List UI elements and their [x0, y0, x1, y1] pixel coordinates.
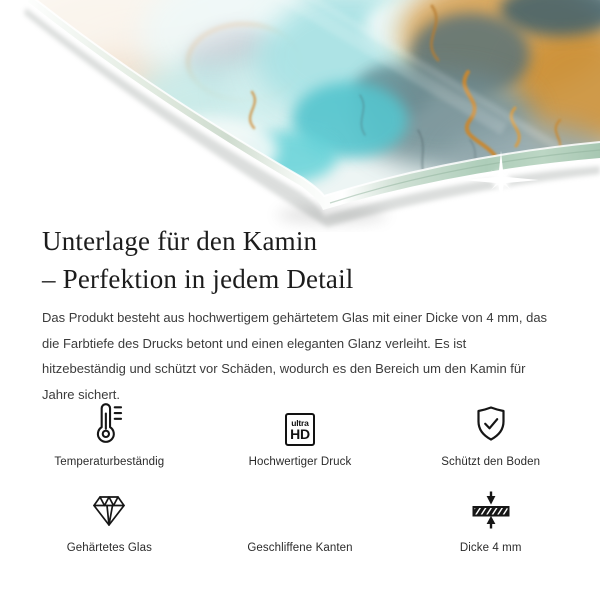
feature-label: Schützt den Boden — [441, 456, 541, 468]
page-title-line2: – Perfektion in jedem Detail — [42, 264, 354, 294]
feature-item-tempered-glass — [14, 482, 205, 554]
thickness-press-icon — [469, 488, 513, 532]
ultra-hd-icon — [285, 413, 315, 446]
feature-item-floor-protection — [395, 396, 586, 468]
feature-label: Dicke 4 mm — [459, 542, 522, 554]
polished-edges-icon — [278, 488, 322, 532]
feature-label: Hochwertiger Druck — [248, 456, 352, 468]
page-title — [42, 222, 562, 298]
feature-item-thickness — [395, 482, 586, 554]
feature-label: Geschliffene Kanten — [247, 542, 353, 554]
product-image — [0, 0, 600, 232]
page-title-line1: Unterlage für den Kamin — [42, 226, 318, 256]
feature-grid — [14, 396, 586, 554]
ultra-hd-badge-bottom: HD — [290, 425, 310, 442]
thermometer-icon — [86, 400, 132, 446]
feature-item-print-quality — [205, 396, 396, 468]
glass-panel-illustration — [0, 0, 600, 232]
feature-item-polished-edges — [205, 482, 396, 554]
diamond-icon — [87, 488, 131, 532]
shield-check-icon — [469, 402, 513, 446]
feature-item-temperature — [14, 396, 205, 468]
feature-label: Temperaturbeständig — [54, 456, 165, 468]
feature-label: Gehärtetes Glas — [66, 542, 152, 554]
ultra-hd-badge-top: ultra — [291, 417, 309, 428]
product-description: Das Produkt besteht aus hochwertigem gehärtetem Glas mit einer Dicke von 4 mm, das die Farbtiefe des Drucks betont und einen eleganten Glanz verleiht. Es ist hitzebeständig und schützt vor Schäden, wodurch es den Bereich um den Kamin für Jahre sichert. — [42, 310, 548, 402]
